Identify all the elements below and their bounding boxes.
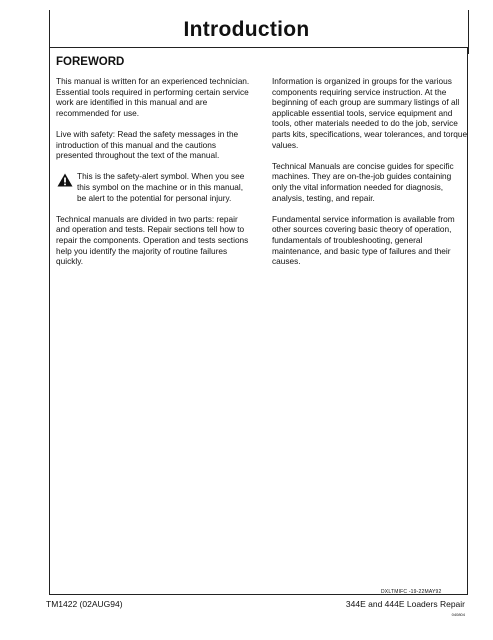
- left-column: [56, 76, 252, 277]
- footer-image-reference: 040804: [451, 612, 465, 617]
- technical-manuals-paragraph: Technical Manuals are concise guides for specific machines. They are on-the-job guides containing only the vital information needed for diagnosis, analysis, testing, and repair.: [272, 160, 454, 203]
- document-reference: DXLTMIFC -19-22MAY92: [381, 589, 442, 595]
- intro-paragraph: This manual is written for an experienced technician. Essential tools required in performing certain service work are identified in this manual and are recommended for use.: [56, 76, 250, 118]
- safety-alert-text: This is the safety-alert symbol. When you see this symbol on the machine or in this manual, be alert to the potential for personal injury.: [77, 171, 245, 203]
- manual-parts-paragraph: Technical manuals are divided in two parts: repair and operation and tests. Repair sections tell how to repair the components. Operation and tests sections help you identify the majority of routine failures quickly.: [56, 213, 249, 267]
- right-column: [272, 76, 468, 277]
- footer-manual-number: TM1422 (02AUG94): [46, 599, 123, 609]
- organization-paragraph: Information is organized in groups for the various components requiring service instruction. At the beginning of each group are summary listings of all applicable essential tools, service equipment and tools, other materials needed to do the job, service parts kits, specifications, wear tolerances, and torque values.: [272, 76, 468, 150]
- page-title: Introduction: [183, 18, 310, 41]
- safety-alert-block: [56, 171, 252, 203]
- section-heading: FOREWORD: [56, 56, 125, 68]
- fundamentals-paragraph: Fundamental service information is available from other sources covering basic theory of operation, fundamentals of troubleshooting, general maintenance, and basic type of failures and their causes.: [272, 213, 455, 267]
- safety-paragraph: Live with safety: Read the safety messages in the introduction of this manual and the cautions presented throughout the text of the manual.: [56, 128, 239, 161]
- safety-alert-icon: [57, 173, 73, 187]
- footer-manual-title: 344E and 444E Loaders Repair: [345, 599, 465, 609]
